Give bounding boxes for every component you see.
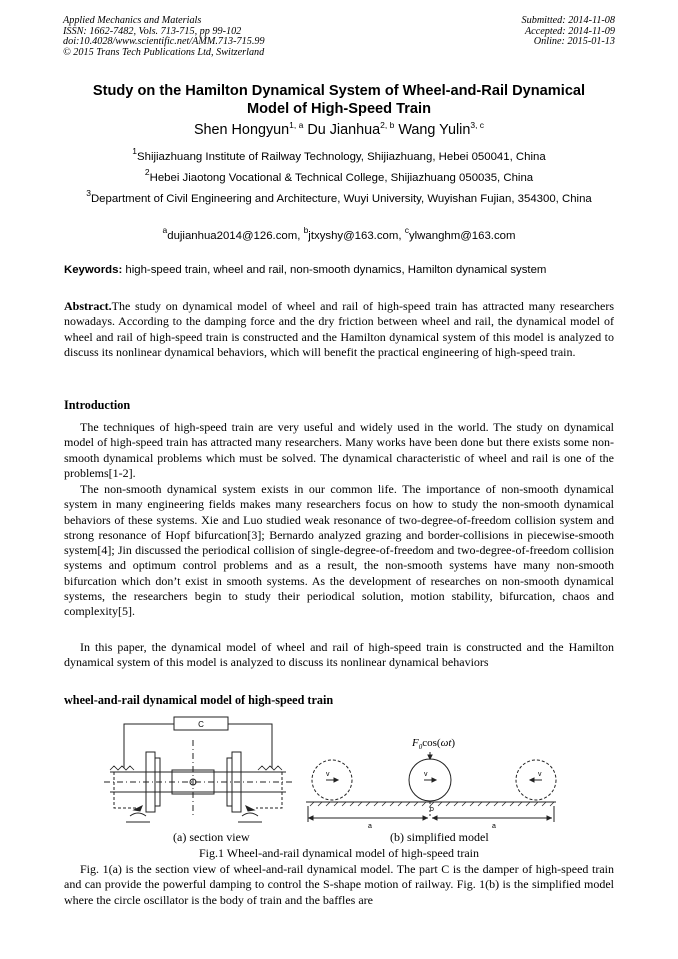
distance-label-left: a bbox=[368, 823, 372, 830]
abstract bbox=[64, 299, 614, 360]
issn-line: ISSN: 1662-7482, Vols. 713-715, pp 99-102 bbox=[63, 25, 242, 37]
velocity-label-center: v bbox=[424, 771, 428, 778]
figure-1 bbox=[100, 714, 620, 844]
author-name: Shen Hongyun bbox=[193, 122, 290, 138]
author-sup: 3, c bbox=[470, 120, 485, 130]
affiliation-sup: 1 bbox=[132, 146, 138, 156]
affiliation-3 bbox=[70, 188, 608, 207]
abstract-text: The study on dynamical model of wheel and rail of high-speed train has attracted many researchers nowadays. According to the damping force and the dry friction between wheel and rail, the dynamical model of wheel and rail of high-speed train is constructed and the Hamilton dynamical system of this model is analyzed to discuss its nonlinear dynamical behaviors, which will benefit the practical engineering of high-speed train. bbox=[64, 299, 614, 359]
keywords-label: Keywords: bbox=[64, 264, 123, 276]
distance-label-right: a bbox=[492, 823, 496, 830]
introduction-heading: Introduction bbox=[64, 398, 131, 412]
keywords bbox=[64, 263, 614, 277]
keywords-text: high-speed train, wheel and rail, non-smooth dynamics, Hamilton dynamical system bbox=[122, 264, 547, 276]
accepted-date: Accepted: 2014-11-09 bbox=[524, 25, 615, 37]
damper-label: C bbox=[198, 720, 204, 729]
copyright-line: © 2015 Trans Tech Publications Ltd, Switzerland bbox=[63, 47, 265, 59]
paper-title bbox=[40, 82, 638, 118]
journal-header-left bbox=[63, 16, 265, 59]
author-sup: 2, b bbox=[380, 120, 395, 130]
intro-paragraph-2: The non-smooth dynamical system exists in our common life. The importance of non-smooth dynamical system in many engineering fields makes many researchers focus on how to study the non-smooth dynamical behaviors of these systems. Xie and Luo studied weak resonance of two-degree-of-freedom collision system and strong resonance of Hopf bifurcation[3]; Bernardo analyzed grazing and border-collisions in piecewise-smooth system[4]; Jin discussed the periodical collision of single-degree-of-freedom and two-degree-of-freedom collision systems and optimum control problems and as a result, the non-smooth systems have many non-smooth bifurcation which don’t exist in smooth systems. As the development of researches on non-smooth dynamical systems, the researchers begin to study their periodical solution, motion stability, bifurcation, chaos and complexity[5]. bbox=[64, 482, 614, 618]
email-sup: b bbox=[303, 225, 309, 235]
email-address[interactable]: ylwanghm@163.com bbox=[408, 230, 516, 242]
model-heading: wheel-and-rail dynamical model of high-speed train bbox=[64, 693, 334, 707]
affiliation-text: Shijiazhuang Institute of Railway Technology, Shijiazhuang, Hebei 050041, China bbox=[137, 151, 546, 163]
submitted-date: Submitted: 2014-11-08 bbox=[521, 15, 615, 26]
affiliation-1 bbox=[70, 146, 608, 165]
email-address[interactable]: dujianhua2014@126.com, bbox=[167, 230, 304, 242]
journal-name: Applied Mechanics and Materials bbox=[63, 15, 202, 26]
velocity-label-left: v bbox=[326, 771, 330, 778]
author-list bbox=[40, 121, 638, 139]
journal-header-right bbox=[522, 16, 615, 48]
subcaption-a: (a) section view bbox=[173, 830, 250, 844]
affiliation-2 bbox=[70, 167, 608, 186]
figure-description-paragraph: Fig. 1(a) is the section view of wheel-and-rail dynamical model. The part C is the damper of high-speed train and can provide the powerful damping to control the S-shape motion of railway. Fig. 1(b) is the simplified model where the circle oscillator is the body of train and the baffles are bbox=[64, 862, 614, 907]
email-address[interactable]: jtxyshy@163.com, bbox=[308, 230, 405, 242]
intro-paragraph-1: The techniques of high-speed train are very useful and widely used in the world. The study on dynamical model of high-speed train has attracted many researchers. Many works have been done but there exists some non-smooth dynamical problems which must be solved. The dynamical characteristic of wheel and rail is one of the problems[1-2]. bbox=[64, 420, 614, 480]
affiliation-sup: 3 bbox=[86, 188, 91, 198]
figure-caption: Fig.1 Wheel-and-rail dynamical model of high-speed train bbox=[198, 846, 480, 860]
abstract-label: Abstract. bbox=[64, 299, 112, 313]
velocity-label-right: v bbox=[538, 771, 542, 778]
online-date: Online: 2015-01-13 bbox=[533, 36, 615, 48]
affiliation-text: Hebei Jiaotong Vocational & Technical College, Shijiazhuang 050035, China bbox=[149, 172, 534, 184]
force-label: $F_0\cos(\omega t)$ bbox=[412, 737, 456, 751]
email-sup: a bbox=[162, 225, 168, 235]
doi-line: doi:10.4028/www.scientific.net/AMM.713-715.99 bbox=[63, 36, 265, 48]
title-line-2: Model of High-Speed Train bbox=[246, 101, 432, 117]
intro-paragraph-3: In this paper, the dynamical model of wheel and rail of high-speed train is constructed and the Hamilton dynamical system of this model is analyzed to discuss its nonlinear dynamical behaviors bbox=[64, 640, 614, 670]
title-line-1: Study on the Hamilton Dynamical System of Wheel-and-Rail Dynamical bbox=[92, 83, 586, 99]
author-sup: 1, a bbox=[289, 120, 304, 130]
origin-label: o bbox=[430, 806, 434, 813]
author-name: Wang Yulin bbox=[398, 122, 471, 138]
email-sup: c bbox=[404, 225, 409, 235]
affiliation-text: Department of Civil Engineering and Architecture, Wuyi University, Wuyishan Fujian, 354300, China bbox=[90, 193, 592, 205]
subcaption-b: (b) simplified model bbox=[390, 830, 489, 844]
section-view-drawing bbox=[104, 717, 292, 822]
author-name: Du Jianhua bbox=[307, 122, 381, 138]
author-emails bbox=[70, 225, 608, 243]
affiliation-sup: 2 bbox=[144, 167, 150, 177]
